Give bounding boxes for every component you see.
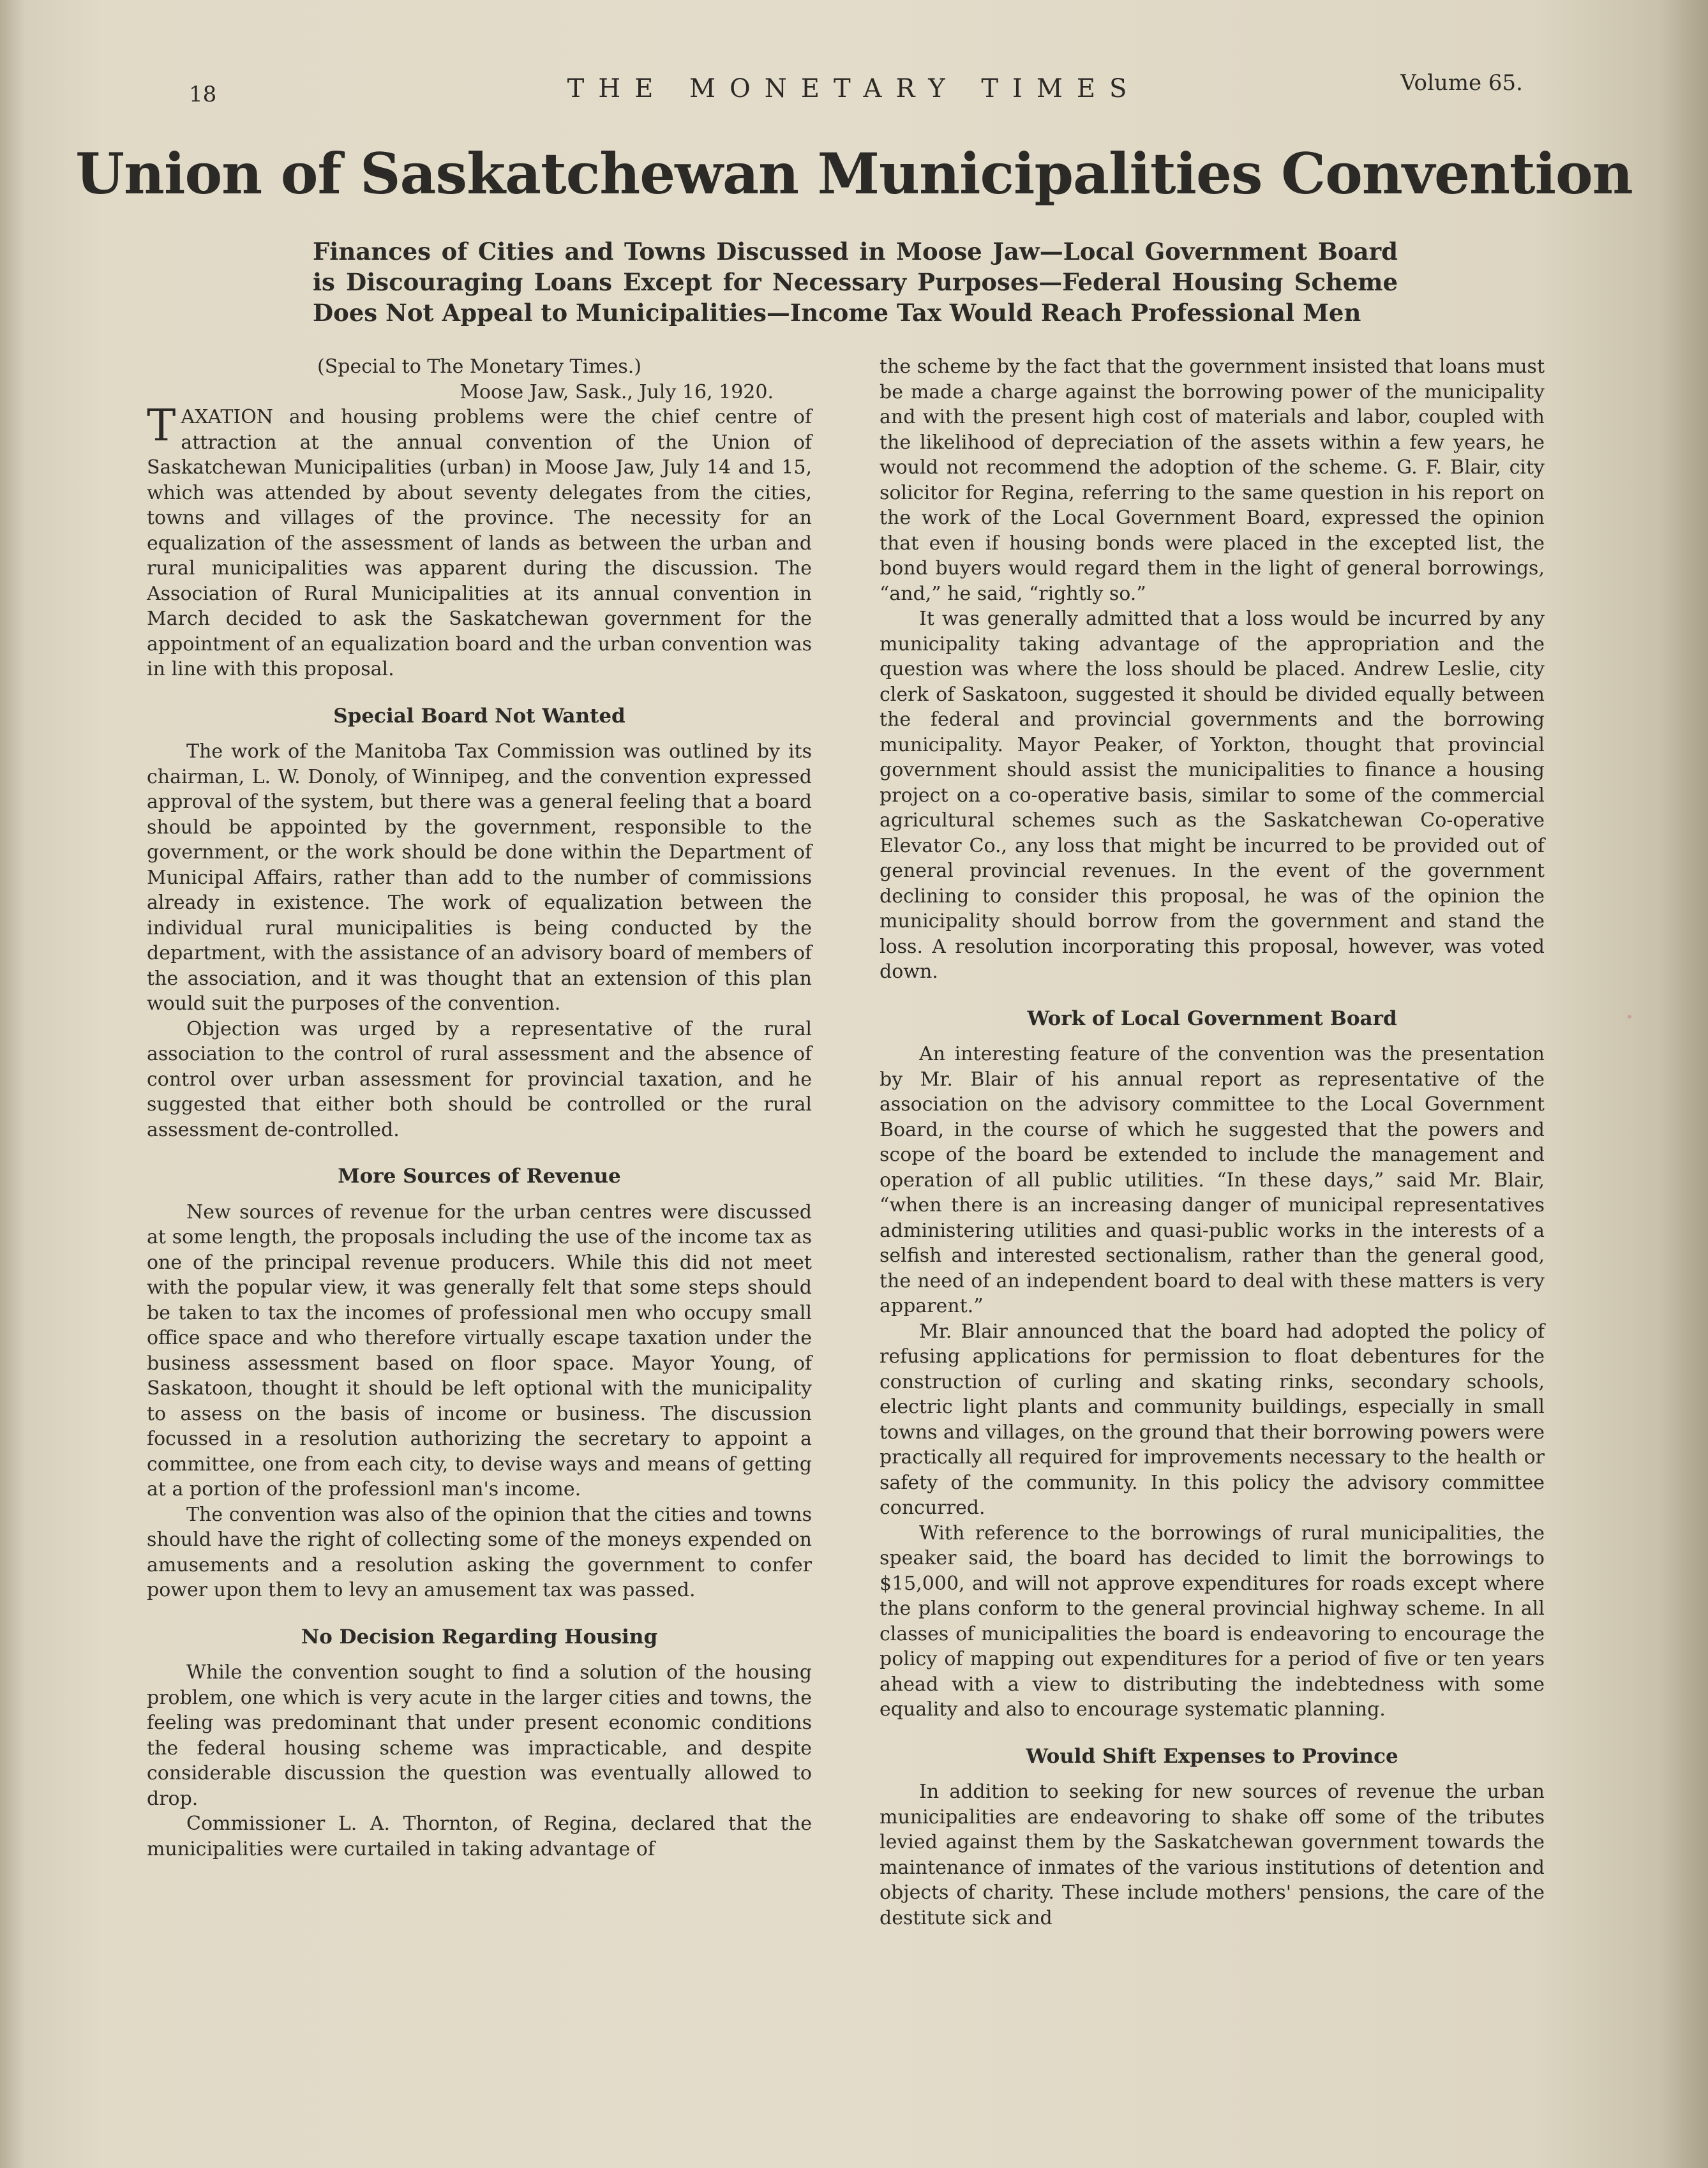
body-paragraph: While the convention sought to find a solution of the housing problem, one which is very acute in the larger cities and towns, the feeling was predominant that under present economic conditions the federal housing scheme was impracticable, and despite considerable discussion the question was eventually allowed to drop. [147,1661,812,1810]
publication-title: THE MONETARY TIMES [567,74,1141,103]
page-number: 18 [189,82,217,107]
article-headline: Union of Saskatchewan Municipalities Convention [75,140,1633,207]
section-heading-housing: No Decision Regarding Housing [301,1625,658,1648]
body-paragraph: Objection was urged by a representative of the rural association to the control of rural assessment and the absence of control over urban assessment for provincial taxation, and he suggested that either both should be controlled or the rural assessment de-controlled. [147,1017,812,1141]
body-paragraph: An interesting feature of the convention was the presentation by Mr. Blair of his annual report as representative of the association on the advisory committee to the Local Government Board, in the course of which he suggested that the powers and scope of the board be extended to include the management and operation of all public utilities. “In these days,” said Mr. Blair, “when there is an increasing danger of municipal representatives administering utilities and quasi-public works in the interests of a selfish and interested sectionalism, rather than the general good, the need of an independent board to deal with these matters is very apparent.” [880,1043,1545,1317]
special-credit: (Special to The Monetary Times.) [317,355,641,378]
dateline: Moose Jaw, Sask., July 16, 1920. [460,380,774,403]
paper-speck [1628,1015,1631,1019]
section-heading-local-government-board: Work of Local Government Board [1027,1006,1397,1030]
body-paragraph: The convention was also of the opinion that the cities and towns should have the right of collecting some of the moneys expended on amusements and a resolution asking the government to confer power upon them to levy an amusement tax was passed. [147,1503,812,1601]
intro-paragraph [147,401,812,682]
body-paragraph: the scheme by the fact that the government insisted that loans must be made a charge against the borrowing power of the municipality and with the present high cost of materials and labor, coupled with the likelihood of depreciation of the assets within a few years, he would not recommend the adoption of the scheme. G. F. Blair, city solicitor for Regina, referring to the same question in his report on the work of the Local Government Board, expressed the opinion that even if housing bonds were placed in the excepted list, the bond buyers would regard them in the light of general borrowings, “and,” he said, “rightly so.” [880,355,1545,605]
left-column [147,354,812,1862]
section-heading-special-board: Special Board Not Wanted [333,704,626,728]
body-paragraph: The work of the Manitoba Tax Commission was outlined by its chairman, L. W. Donoly, of Winnipeg, and the convention expressed approval of the system, but there was a general feeling that a board should be appointed by the government, responsible to the government, or the work should be done within the Department of Municipal Affairs, rather than add to the number of commissions already in existence. The work of equalization between the individual rural municipalities is being conducted by the department, with the assistance of an advisory board of members of the association, and it was thought that an extension of this plan would suit the purposes of the convention. [147,740,812,1015]
body-paragraph: In addition to seeking for new sources of revenue the urban municipalities are endeavoring to shake off some of the tributes levied against them by the Saskatchewan government towards the maintenance of inmates of the various institutions of detention and objects of charity. These include mothers' pensions, the care of the destitute sick and [880,1781,1545,1929]
section-heading-more-sources: More Sources of Revenue [338,1165,621,1188]
right-column [880,354,1545,1931]
intro-text: AXATION and housing problems were the chief centre of attraction at the annual convention of the Union of Saskatchewan Municipalities (urban) in Moose Jaw, July 14 and 15, which was attended by about seventy delegates from the cities, towns and villages of the province. The necessity for an equalization of the assessment of lands as between the urban and rural municipalities was apparent during the discussion. The Association of Rural Municipalities at its annual convention in March decided to ask the Saskatchewan government for the appointment of an equalization board and the urban convention was in line with this proposal. [147,406,812,680]
body-paragraph: Mr. Blair announced that the board had adopted the policy of refusing applications for permission to float debentures for the construction of curling and skating rinks, secondary schools, electric light plants and community buildings, especially in small towns and villages, on the ground that their borrowing powers were practically all required for improvements necessary to the health or safety of the community. In this policy the advisory committee concurred. [880,1320,1545,1519]
body-paragraph: New sources of revenue for the urban centres were discussed at some length, the proposals including the use of the income tax as one of the principal revenue producers. While this did not meet with the popular view, it was generally felt that some steps should be taken to tax the incomes of professional men who occupy small office space and who therefore virtually escape taxation under the business assessment based on floor space. Mayor Young, of Saskatoon, thought it should be left optional with the municipality to assess on the basis of income or business. The discussion focussed in a resolution authorizing the secretary to appoint a committee, one from each city, to devise ways and means of getting at a portion of the professionl man's income. [147,1200,812,1500]
drop-cap: T [147,401,176,451]
body-paragraph: With reference to the borrowings of rural municipalities, the speaker said, the board has decided to limit the borrowings to $15,000, and will not approve expenditures for roads except where the plans conform to the general provincial highway scheme. In all classes of municipalities the board is endeavoring to encourage the policy of mapping out expenditures for a period of five or ten years ahead with a view to distributing the indebtedness with some equality and also to encourage systematic planning. [880,1521,1545,1721]
article-subheadline: Finances of Cities and Towns Discussed in Moose Jaw—Local Government Board is Discouraging Loans Except for Necessary Purposes—Federal Housing Scheme Does Not Appeal to Municipalities—Income Tax Would Reach Professional Men [313,237,1398,327]
body-paragraph: Commissioner L. A. Thornton, of Regina, declared that the municipalities were curtailed in taking advantage of [147,1813,812,1860]
body-paragraph: It was generally admitted that a loss would be incurred by any municipality taking advantage of the appropriation and the question was where the loss should be placed. Andrew Leslie, city clerk of Saskatoon, suggested it should be divided equally between the federal and provincial governments and the borrowing municipality. Mayor Peaker, of Yorkton, thought that provincial government should assist the municipalities to finance a housing project on a co-operative basis, similar to some of the commercial agricultural schemes such as the Saskatchewan Co-operative Elevator Co., any loss that might be incurred to be provided out of general provincial revenues. In the event of the government declining to consider this proposal, he was of the opinion the municipality should borrow from the government and stand the loss. A resolution incorporating this proposal, however, was voted down. [880,608,1545,983]
volume-number: Volume 65. [1400,70,1523,96]
section-heading-shift-expenses: Would Shift Expenses to Province [1026,1744,1398,1768]
